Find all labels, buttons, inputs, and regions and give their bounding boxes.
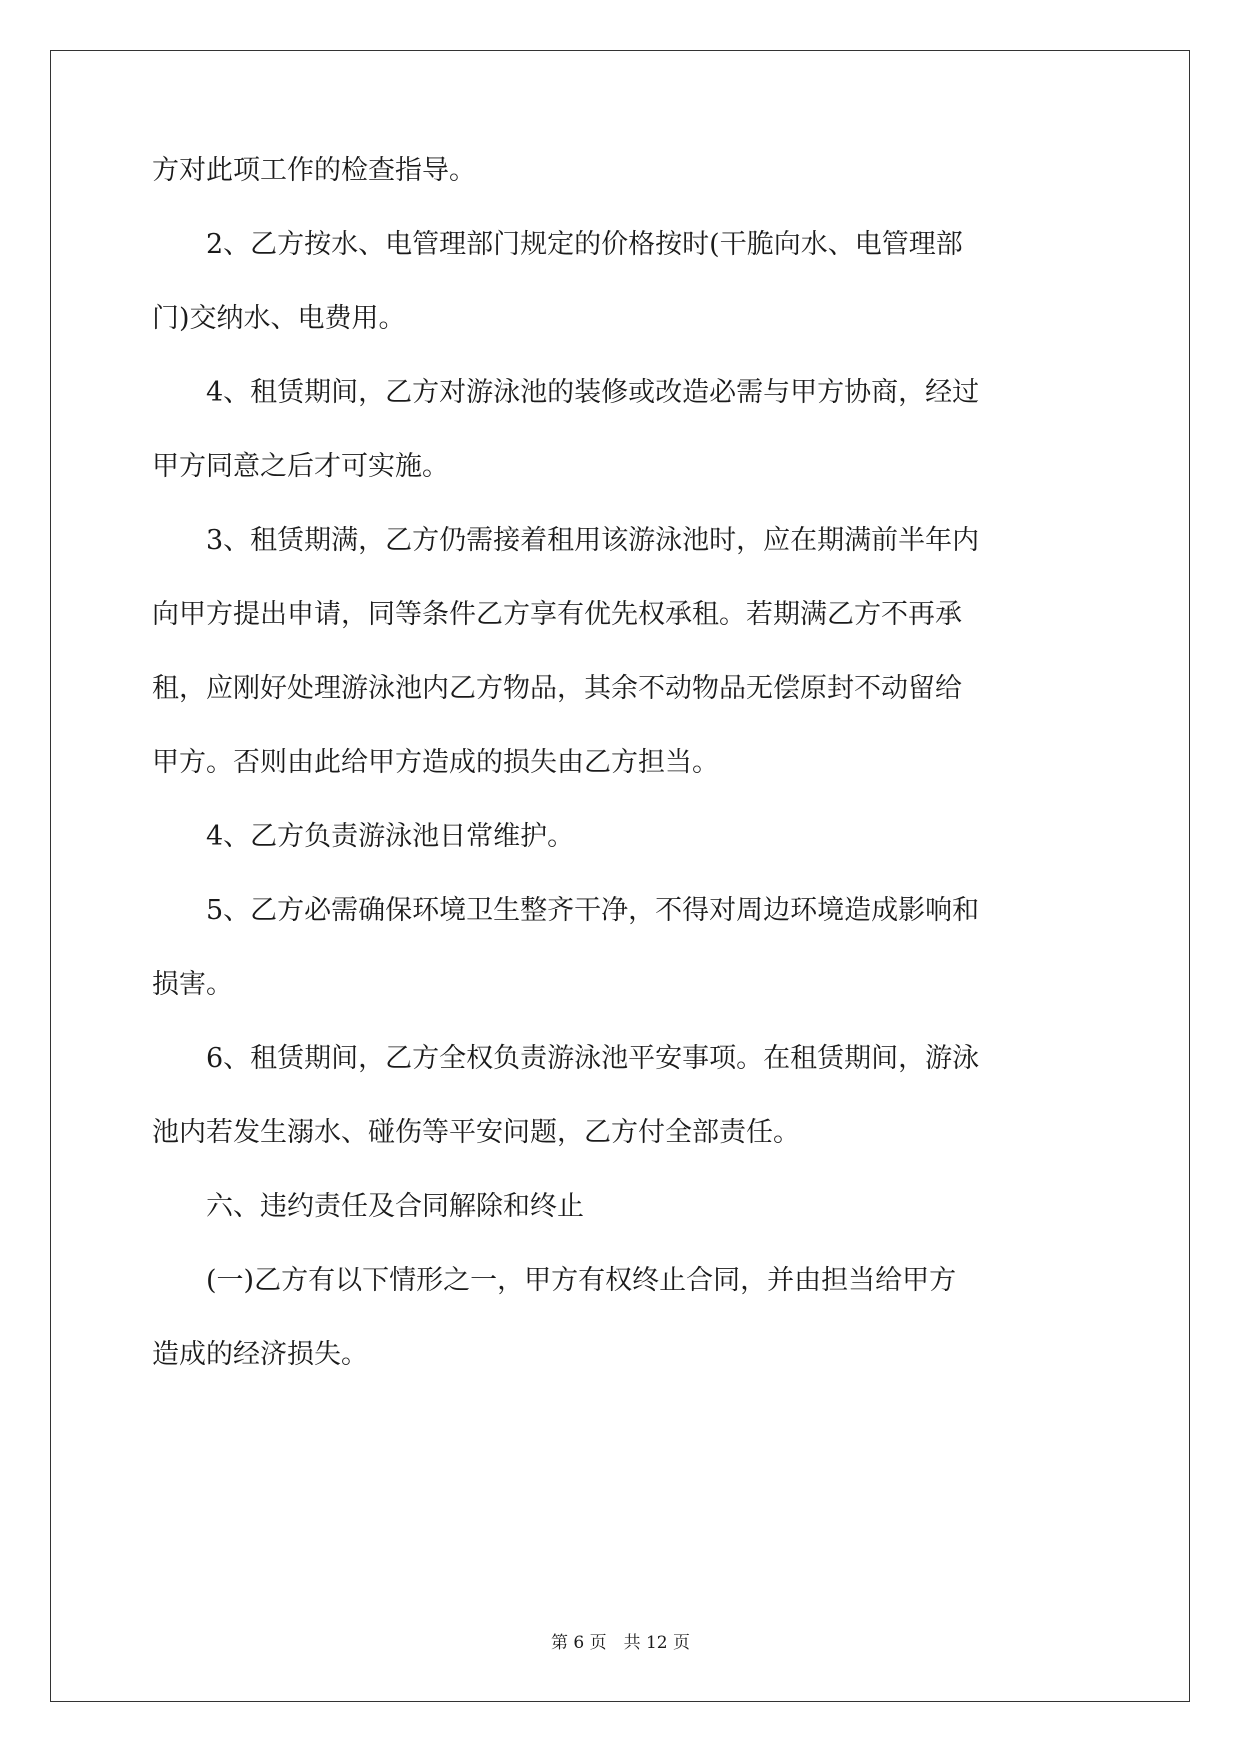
text-line: 损害。 [152,969,233,1000]
text-line: 2、乙方按水、电管理部门规定的价格按时(干脆向水、电管理部 [152,229,963,260]
text-line: 6、租赁期间，乙方全权负责游泳池平安事项。在租赁期间，游泳 [152,1043,980,1074]
text-line: 4、乙方负责游泳池日常维护。 [152,821,575,852]
text-line: 5、乙方必需确保环境卫生整齐干净，不得对周边环境造成影响和 [152,895,980,926]
text-line: (一)乙方有以下情形之一，甲方有权终止合同，并由担当给甲方 [152,1265,957,1296]
text-line: 租，应刚好处理游泳池内乙方物品，其余不动物品无偿原封不动留给 [152,673,962,704]
text-line: 4、租赁期间，乙方对游泳池的装修或改造必需与甲方协商，经过 [152,377,980,408]
page-border [50,50,1190,1702]
text-line: 甲方。否则由此给甲方造成的损失由乙方担当。 [152,747,719,778]
text-line: 甲方同意之后才可实施。 [152,451,449,482]
text-line: 3、租赁期满，乙方仍需接着租用该游泳池时，应在期满前半年内 [152,525,980,556]
text-line: 六、违约责任及合同解除和终止 [152,1191,584,1222]
page-number-footer: 第 6 页 共 12 页 [550,1633,691,1653]
text-line: 造成的经济损失。 [152,1339,368,1370]
text-line: 门)交纳水、电费用。 [152,303,406,334]
text-line: 向甲方提出申请，同等条件乙方享有优先权承租。若期满乙方不再承 [152,599,962,630]
text-line: 方对此项工作的检查指导。 [152,155,476,186]
text-line: 池内若发生溺水、碰伤等平安问题，乙方付全部责任。 [152,1117,800,1148]
